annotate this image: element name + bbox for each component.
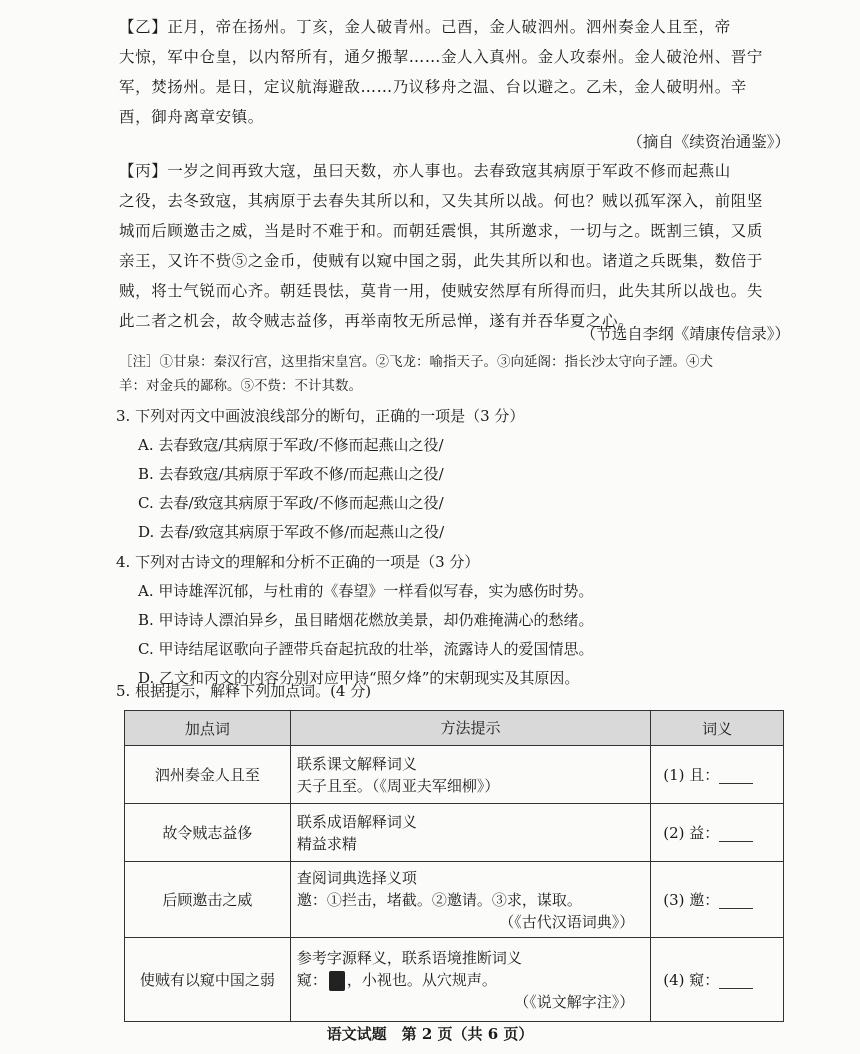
passage-line: 酉，御舟离章安镇。 bbox=[119, 108, 264, 126]
table-row bbox=[125, 746, 784, 804]
table-row bbox=[125, 804, 784, 862]
answer-blank[interactable] bbox=[719, 827, 753, 842]
passage-line: 大惊，军中仓皇，以内帑所有，通夕搬挈……金人入真州。金人攻泰州。金人破沧州、晋宁 bbox=[119, 48, 764, 66]
option-d: D. 乙文和丙文的内容分别对应甲诗“照夕烽”的宋朝现实及其原因。 bbox=[138, 669, 580, 687]
hint-cell bbox=[290, 938, 650, 1022]
passage-bing-source: （节选自李纲《靖康传信录》） bbox=[580, 325, 790, 343]
option-c: C. 去春/致寇其病原于军政/不修而起燕山之役/ bbox=[138, 494, 444, 512]
page-footer: 语文试题 第 2 页（共 6 页） bbox=[326, 1025, 534, 1043]
hint-line: 邀：①拦击，堵截。②邀请。③求，谋取。 bbox=[296, 890, 582, 909]
passage-line: 【乙】正月，帝在扬州。丁亥，金人破青州。己酉，金人破泗州。泗州奏金人且至，帝 bbox=[119, 18, 731, 36]
question-3 bbox=[116, 402, 786, 547]
hint-line: （《说文解字注》） bbox=[514, 992, 635, 1011]
hint-cell bbox=[290, 746, 650, 804]
phrase-cell: 后顾邀击之威 bbox=[125, 862, 291, 938]
hint-line: 联系成语解释词义 bbox=[296, 812, 417, 831]
answer-blank[interactable] bbox=[719, 894, 753, 909]
hint-line: 参考字源释义，联系语境推断词义 bbox=[296, 948, 522, 967]
answer-cell bbox=[651, 862, 784, 938]
table-row bbox=[125, 938, 784, 1022]
question-5 bbox=[116, 677, 786, 706]
answer-label: (4) 窥： bbox=[663, 971, 720, 989]
hint-cell bbox=[290, 804, 650, 862]
answer-cell bbox=[651, 804, 784, 862]
answer-cell bbox=[651, 746, 784, 804]
answer-blank[interactable] bbox=[719, 769, 753, 784]
table-header-row bbox=[125, 711, 784, 746]
header-cell: 词义 bbox=[651, 711, 784, 746]
passage-line: 城而后顾邀击之威，当是时不难于和。而朝廷震惧，其所邀求，一切与之。既割三镇，又质 bbox=[119, 222, 764, 240]
header-cell: 方法提示 bbox=[290, 711, 650, 746]
hint-text: ，小视也。从穴规声。 bbox=[346, 970, 497, 989]
passage-line: 军，焚扬州。是日，定议航海避敌……乃议移舟之温、台以避之。乙未，金人破明州。辛 bbox=[119, 78, 747, 96]
question-stem: 4. 下列对古诗文的理解和分析不正确的一项是（3 分） bbox=[116, 553, 480, 571]
question-stem: 5. 根据提示，解释下列加点词。(4 分) bbox=[116, 682, 372, 700]
answer-label: (1) 且： bbox=[663, 766, 720, 784]
option-d: D. 去春/致寇其病原于军政不修/而起燕山之役/ bbox=[138, 523, 445, 541]
passage-bing bbox=[119, 156, 789, 336]
option-a: A. 去春致寇/其病原于军政/不修而起燕山之役/ bbox=[138, 436, 444, 454]
option-c: C. 甲诗结尾讴歌向子諲带兵奋起抗敌的壮举，流露诗人的爱国情思。 bbox=[138, 640, 594, 658]
phrase-cell: 泗州奏金人且至 bbox=[125, 746, 291, 804]
passage-line: 亲王，又许不赀⑤之金币，使贼有以窥中国之弱，此失其所以和也。诸道之兵既集，数倍于 bbox=[119, 252, 764, 270]
answer-blank[interactable] bbox=[719, 974, 753, 989]
passage-line: 此二者之机会，故令贼志益侈，再举南牧无所忌惮，遂有并吞华夏之心。 bbox=[119, 312, 635, 330]
question-stem: 3. 下列对丙文中画波浪线部分的断句，正确的一项是（3 分） bbox=[116, 407, 525, 425]
answer-label: (3) 邀： bbox=[663, 891, 720, 909]
hint-line: 联系课文解释词义 bbox=[296, 754, 417, 773]
table-row bbox=[125, 862, 784, 938]
note-line: 羊：对金兵的鄙称。⑤不赀：不计其数。 bbox=[119, 378, 362, 394]
passage-yi bbox=[119, 12, 789, 132]
option-b: B. 甲诗诗人漂泊异乡，虽目睹烟花燃放美景，却仍难掩满心的愁绪。 bbox=[138, 611, 594, 629]
hint-line: 查阅词典选择义项 bbox=[296, 868, 417, 887]
passage-line: 之役，去冬致寇，其病原于去春失其所以和，又失其所以战。何也？贼以孤军深入，前阻坚 bbox=[119, 192, 764, 210]
passage-line: 【丙】一岁之间再致大寇，虽曰天数，亦人事也。去春致寇其病原于军政不修而起燕山 bbox=[119, 162, 731, 180]
phrase-cell: 故令贼志益侈 bbox=[125, 804, 291, 862]
answer-label: (2) 益： bbox=[663, 824, 720, 842]
vocab-table bbox=[124, 710, 784, 1022]
hint-text: 窥： bbox=[296, 970, 327, 989]
phrase-cell: 使贼有以窥中国之弱 bbox=[125, 938, 291, 1022]
annotation-note bbox=[119, 350, 789, 398]
passage-line: 贼，将士气锐而心齐。朝廷畏怯，莫肯一用，使贼安然厚有所得而归，此失其所以战也。失 bbox=[119, 282, 764, 300]
note-line: ［注］①甘泉：秦汉行宫，这里指宋皇宫。②飞龙：喻指天子。③向延阁：指长沙太守向子諲。④犬 bbox=[119, 354, 713, 370]
header-cell: 加点词 bbox=[125, 711, 291, 746]
hint-cell bbox=[290, 862, 650, 938]
option-a: A. 甲诗雄浑沉郁，与杜甫的《春望》一样看似写春，实为感伤时势。 bbox=[138, 582, 594, 600]
seal-script-glyph-icon bbox=[329, 971, 345, 991]
hint-line: 天子且至。（《周亚夫军细柳》） bbox=[296, 776, 500, 795]
option-b: B. 去春致寇/其病原于军政不修/而起燕山之役/ bbox=[138, 465, 444, 483]
hint-line: 精益求精 bbox=[296, 834, 357, 853]
question-4 bbox=[116, 548, 786, 693]
hint-line: （《古代汉语词典》） bbox=[499, 912, 635, 931]
hint-line bbox=[297, 969, 644, 991]
answer-cell bbox=[651, 938, 784, 1022]
passage-yi-source: （摘自《续资治通鉴》） bbox=[627, 133, 790, 151]
